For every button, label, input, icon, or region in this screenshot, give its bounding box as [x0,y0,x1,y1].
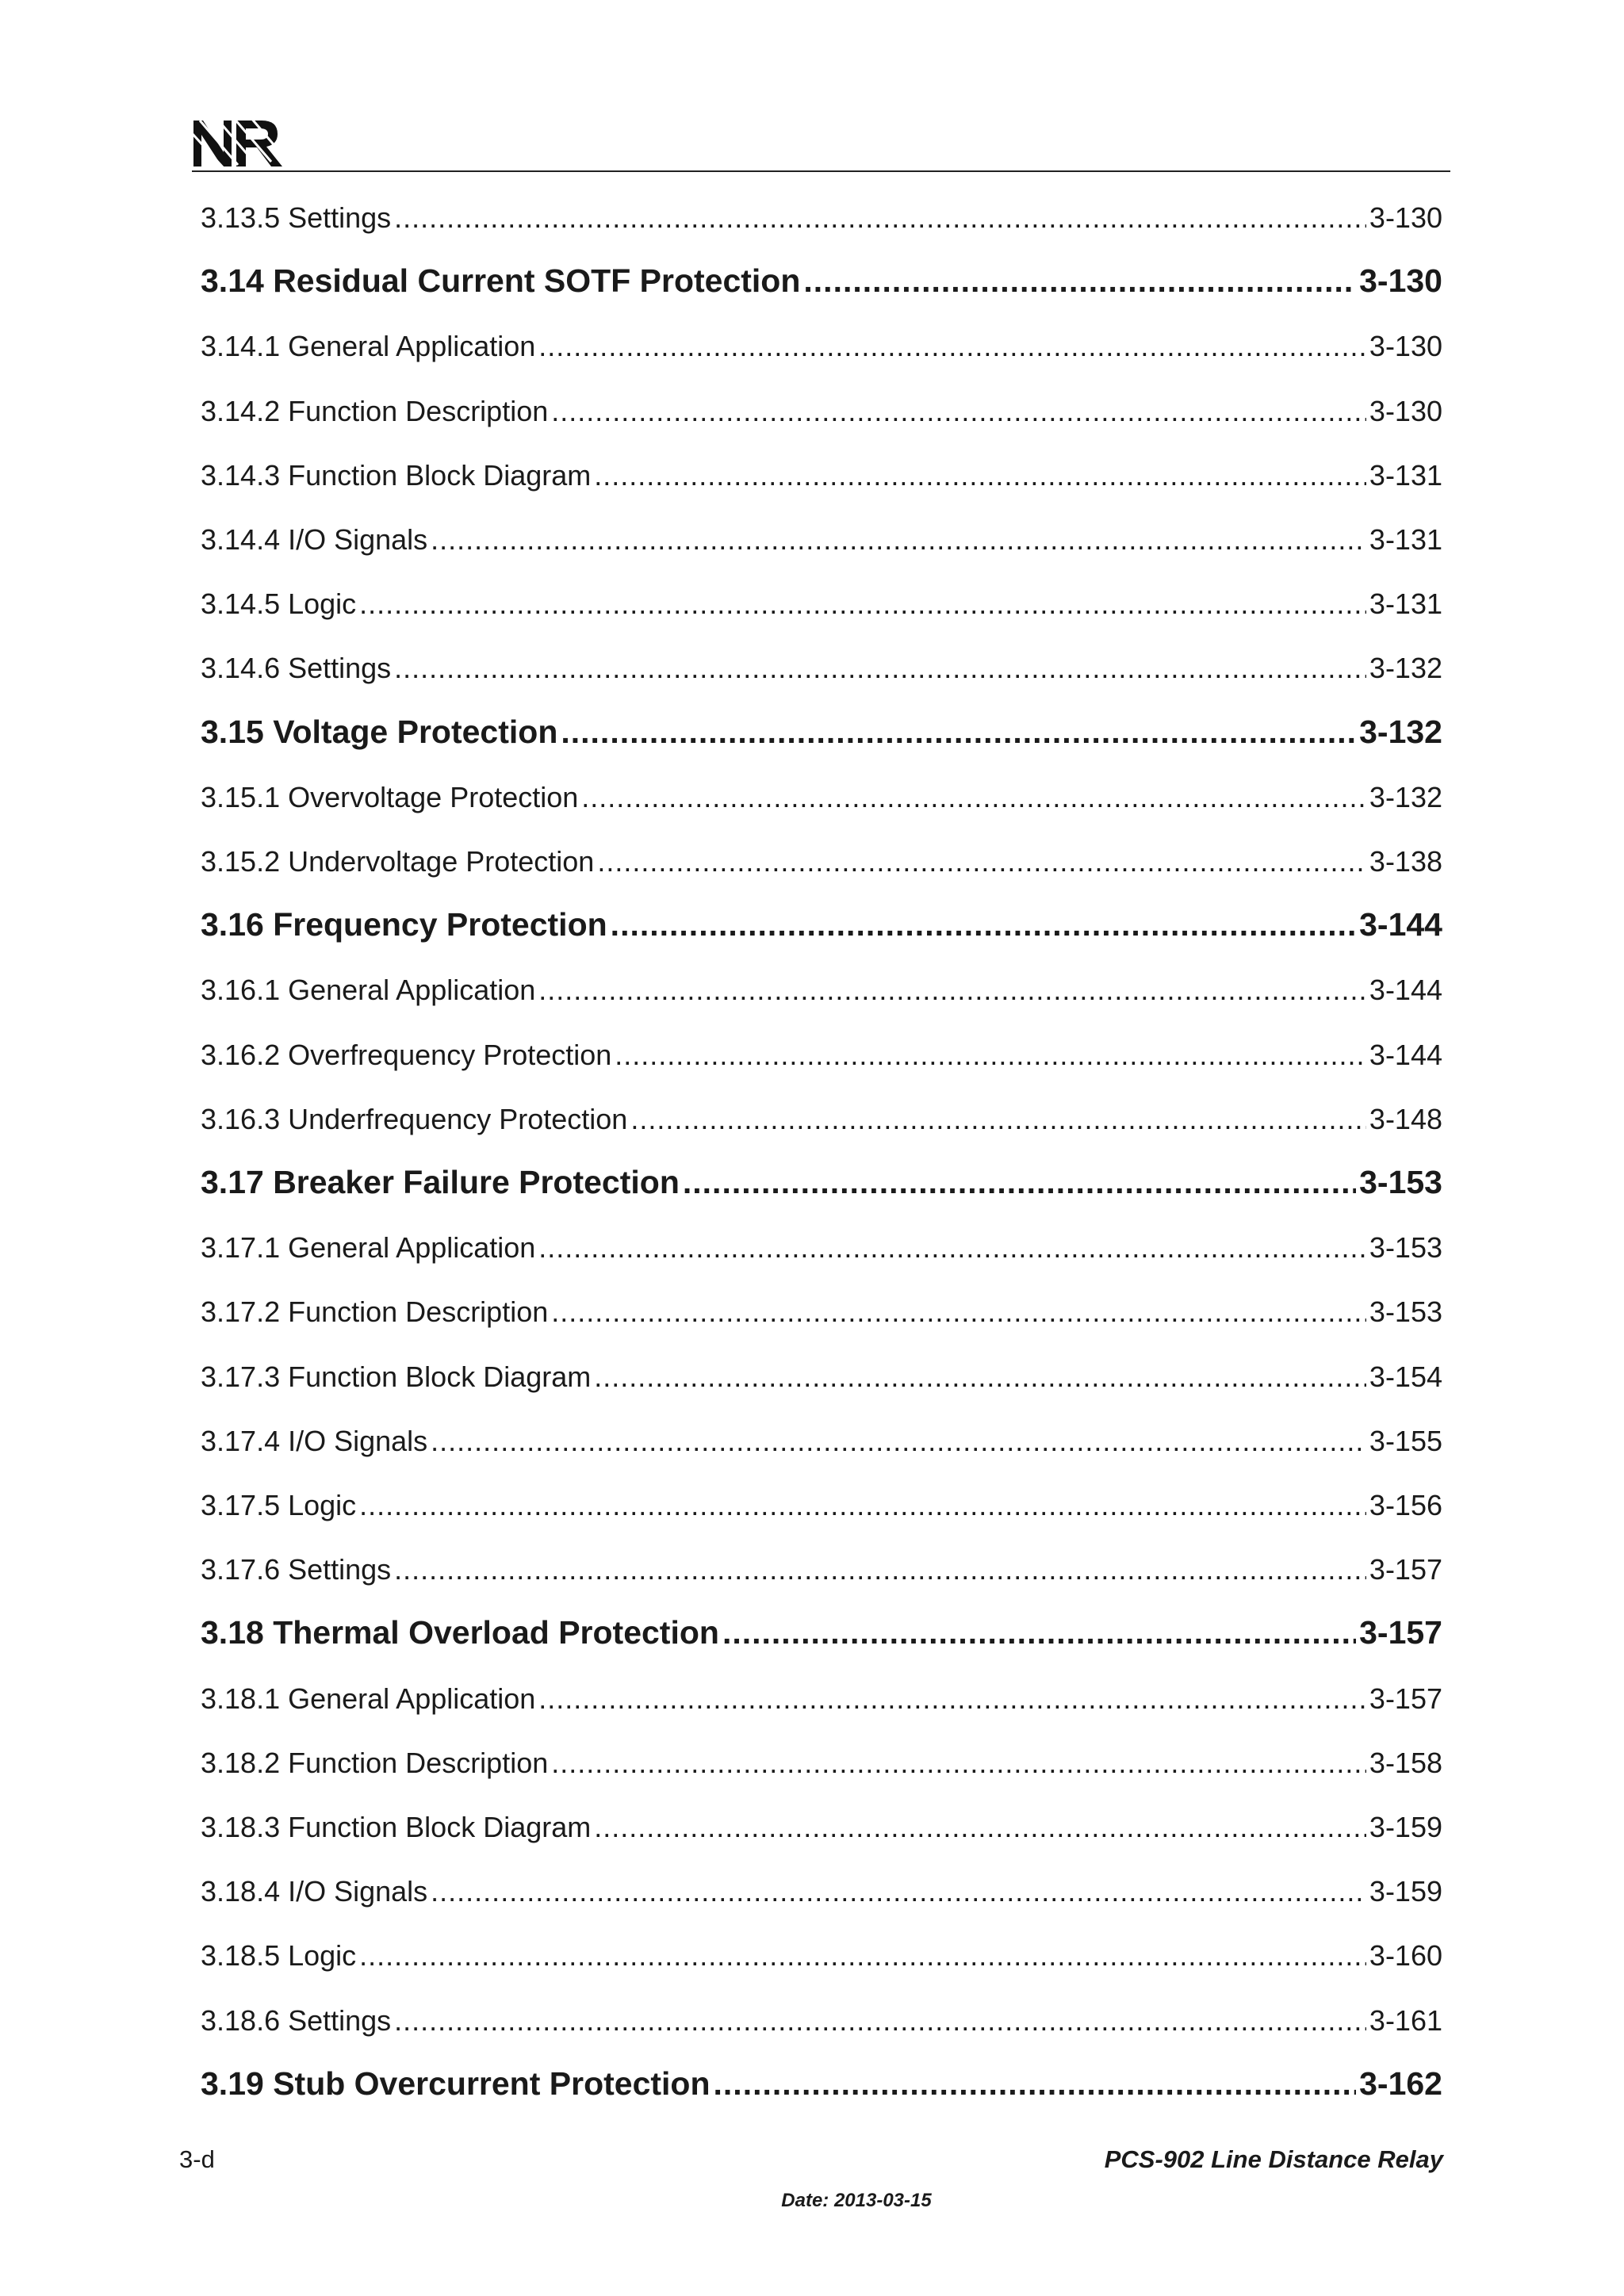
toc-entry-page: 3-130 [1369,394,1442,427]
toc-entry-title: 3.18.1 General Application [201,1682,536,1715]
toc-dot-leader [394,1553,1366,1586]
toc-entry-page: 3-161 [1369,2003,1442,2037]
toc-entry-page: 3-158 [1369,1746,1442,1779]
toc-subsection-entry[interactable] [201,459,1442,494]
toc-entry-page: 3-131 [1369,523,1442,556]
toc-subsection-entry[interactable] [201,1875,1442,1910]
toc-dot-leader [594,1811,1366,1844]
toc-subsection-entry[interactable] [201,1103,1442,1138]
toc-subsection-entry[interactable] [201,1360,1442,1395]
toc-entry-page: 3-154 [1369,1360,1442,1393]
toc-subsection-entry[interactable] [201,1231,1442,1266]
toc-entry-title: 3.13.5 Settings [201,201,392,234]
toc-dot-leader [538,1231,1366,1265]
toc-subsection-entry[interactable] [201,1425,1442,1460]
toc-entry-title: 3.17.6 Settings [201,1553,392,1586]
toc-entry-title: 3.14.5 Logic [201,587,357,621]
toc-entry-page: 3-144 [1359,906,1442,943]
toc-entry-page: 3-162 [1359,2064,1442,2102]
toc-entry-title: 3.18.3 Function Block Diagram [201,1811,592,1843]
toc-entry-page: 3-132 [1359,713,1442,750]
footer-product-name: PCS-902 Line Distance Relay [1104,2145,1443,2173]
toc-subsection-entry[interactable] [201,1553,1442,1588]
toc-entry-title: 3.18.6 Settings [201,2003,392,2037]
toc-subsection-entry[interactable] [201,395,1442,430]
toc-entry-title: 3.18 Thermal Overload Protection [201,1614,719,1651]
toc-entry-title: 3.14.2 Function Description [201,394,549,427]
toc-subsection-entry[interactable] [201,1489,1442,1524]
toc-entry-page: 3-144 [1369,974,1442,1007]
toc-subsection-entry[interactable] [201,781,1442,816]
toc-section-entry[interactable] [201,262,1442,302]
toc-dot-leader [551,1295,1366,1329]
toc-dot-leader [538,330,1366,363]
toc-entry-page: 3-157 [1369,1553,1442,1586]
toc-entry-page: 3-157 [1369,1682,1442,1715]
toc-entry-page: 3-130 [1359,262,1442,300]
toc-entry-page: 3-159 [1369,1875,1442,1908]
toc-subsection-entry[interactable] [201,2004,1442,2039]
toc-dot-leader [394,652,1366,685]
toc-dot-leader [538,1682,1366,1716]
toc-entry-page: 3-148 [1369,1102,1442,1135]
footer-date: Date: 2013-03-15 [781,2190,932,2211]
toc-subsection-entry[interactable] [201,652,1442,687]
toc-entry-page: 3-131 [1369,458,1442,492]
toc-section-entry[interactable] [201,2065,1442,2105]
toc-subsection-entry[interactable] [201,1295,1442,1330]
toc-entry-page: 3-130 [1369,330,1442,363]
toc-section-entry[interactable] [201,906,1442,946]
toc-entry-title: 3.17 Breaker Failure Protection [201,1164,680,1200]
toc-dot-leader [551,1747,1366,1780]
toc-entry-title: 3.17.5 Logic [201,1489,357,1521]
toc-dot-leader [594,1360,1366,1394]
toc-subsection-entry[interactable] [201,1811,1442,1846]
toc-dot-leader [431,523,1366,557]
toc-entry-title: 3.18.4 I/O Signals [201,1875,428,1908]
toc-subsection-entry[interactable] [201,1682,1442,1717]
toc-entry-title: 3.17.3 Function Block Diagram [201,1360,592,1393]
toc-subsection-entry[interactable] [201,845,1442,880]
toc-entry-title: 3.16.3 Underfrequency Protection [201,1102,628,1135]
toc-entry-title: 3.16.2 Overfrequency Protection [201,1038,612,1071]
toc-entry-page: 3-132 [1369,652,1442,685]
toc-entry-title: 3.17.2 Function Description [201,1295,549,1329]
toc-subsection-entry[interactable] [201,330,1442,365]
toc-subsection-entry[interactable] [201,974,1442,1008]
toc-dot-leader [394,2004,1366,2038]
footer-page-number: 3-d [179,2145,215,2173]
toc-subsection-entry[interactable] [201,587,1442,622]
toc-entry-page: 3-153 [1369,1231,1442,1265]
toc-dot-leader [359,587,1366,621]
toc-entry-page: 3-131 [1369,587,1442,621]
toc-entry-page: 3-160 [1369,1939,1442,1973]
toc-dot-leader [581,781,1366,814]
toc-entry-title: 3.16 Frequency Protection [201,906,607,943]
toc-entry-title: 3.14.1 General Application [201,330,536,363]
toc-dot-leader [615,1039,1366,1072]
toc-entry-title: 3.15.2 Undervoltage Protection [201,845,595,878]
toc-dot-leader [359,1939,1366,1973]
toc-entry-title: 3.17.4 I/O Signals [201,1424,428,1457]
toc-dot-leader [683,1164,1356,1201]
toc-entry-page: 3-159 [1369,1811,1442,1843]
nr-logo-icon [192,117,287,168]
toc-subsection-entry[interactable] [201,1939,1442,1974]
toc-entry-title: 3.14.3 Function Block Diagram [201,458,592,492]
toc-dot-leader [431,1425,1366,1458]
toc-entry-title: 3.14.6 Settings [201,652,392,685]
toc-dot-leader [630,1103,1366,1136]
toc-entry-page: 3-153 [1359,1164,1442,1200]
toc-entry-title: 3.17.1 General Application [201,1231,536,1265]
toc-entry-title: 3.18.2 Function Description [201,1746,549,1779]
toc-dot-leader [538,974,1366,1007]
toc-dot-leader [561,714,1356,751]
toc-dot-leader [594,459,1366,492]
toc-entry-page: 3-138 [1369,845,1442,878]
header-rule [192,170,1450,172]
toc-entry-title: 3.16.1 General Application [201,974,536,1007]
toc-section-entry[interactable] [201,714,1442,753]
toc-entry-title: 3.15 Voltage Protection [201,713,558,750]
toc-dot-leader [611,906,1356,943]
toc-dot-leader [714,2065,1357,2103]
toc-entry-title: 3.14.4 I/O Signals [201,523,428,556]
toc-dot-leader [431,1875,1366,1908]
toc-subsection-entry[interactable] [201,1039,1442,1073]
toc-dot-leader [722,1614,1356,1651]
toc-dot-leader [597,845,1366,878]
toc-entry-page: 3-156 [1369,1489,1442,1521]
toc-dot-leader [394,201,1366,235]
toc-entry-page: 3-130 [1369,201,1442,234]
toc-entry-title: 3.15.1 Overvoltage Protection [201,780,579,813]
toc-dot-leader [359,1489,1366,1522]
toc-entry-title: 3.18.5 Logic [201,1939,357,1973]
toc-entry-page: 3-153 [1369,1295,1442,1329]
toc-section-entry[interactable] [201,1164,1442,1203]
toc-dot-leader [803,262,1356,300]
toc-subsection-entry[interactable] [201,523,1442,558]
toc-subsection-entry[interactable] [201,201,1442,236]
toc-entry-page: 3-144 [1369,1038,1442,1071]
toc-subsection-entry[interactable] [201,1747,1442,1781]
toc-dot-leader [551,395,1366,428]
toc-entry-page: 3-132 [1369,780,1442,813]
toc-section-entry[interactable] [201,1614,1442,1654]
toc-entry-title: 3.19 Stub Overcurrent Protection [201,2064,710,2102]
toc-entry-page: 3-157 [1359,1614,1442,1651]
toc-entry-page: 3-155 [1369,1424,1442,1457]
toc-entry-title: 3.14 Residual Current SOTF Protection [201,262,801,300]
